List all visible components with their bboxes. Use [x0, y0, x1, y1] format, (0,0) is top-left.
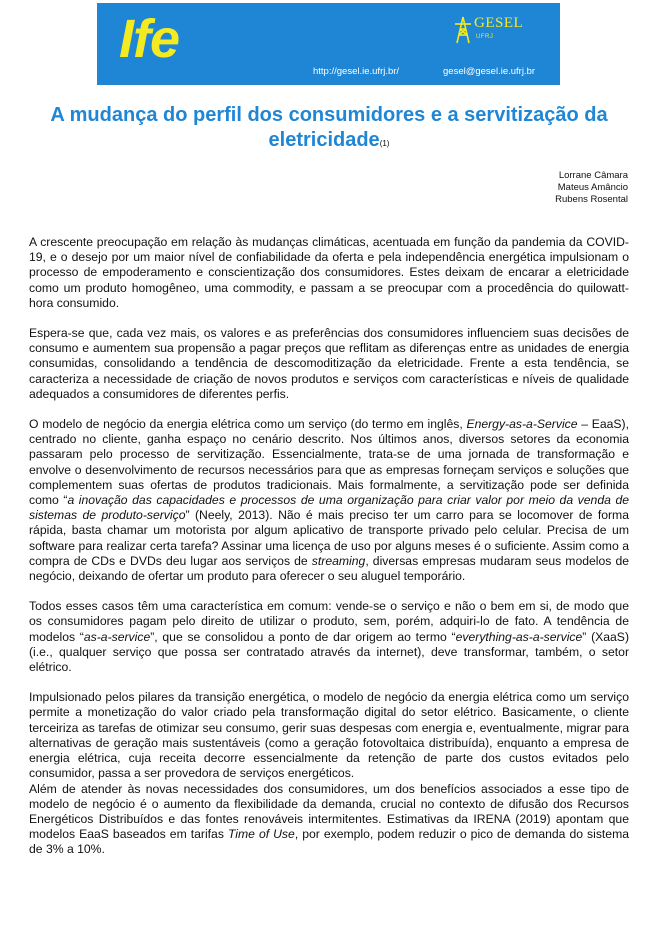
paragraph: A crescente preocupação em relação às mudanças climáticas, acentuada em função da pandemia da COVID-19, e o desejo por um maior nível de confiabilidade da oferta e pela independência energética impulsionam o processo de empoderamento e conscientização dos consumidores. Estes deixam de encarar a eletricidade como um produto homogêneo, uma commodity, e passam a se preocupar com a procedência do quilowatt-hora consumido.: [29, 235, 629, 310]
paragraph: O modelo de negócio da energia elétrica como um serviço (do termo em inglês, Energy-as-a-Service – EaaS), centrado no cliente, ganha espaço no cenário descrito. Nos últimos anos, diversos setores da economia passaram pelo processo de servitização. Essencialmente, trata-se de uma jornada de transformação e envolve o desenvolvimento de recursos necessários para que as empresas forneçam serviços e soluções que complementem suas ofertas de produtos tradicionais. Mais formalmente, a servitização pode ser definida como “a inovação das capacidades e processos de uma organização para criar valor por meio da venda de sistemas de produto-serviço” (Neely, 2013). Não é mais preciso ter um carro para se locomover de forma rápida, basta chamar um motorista por algum aplicativo de transporte privado pelo celular. Precisa de um software para realizar certa tarefa? Assinar uma licença de uso por alguns meses é o suficiente. Assim como a compra de CDs e DVDs deu lugar aos serviços de streaming, diversas empresas mudaram seus modelos de negócio, deixando de ofertar um produto para oferecer o seu aluguel temporário.: [29, 417, 630, 584]
author-list: [555, 170, 628, 206]
gesel-name: GESEL: [474, 15, 524, 31]
paragraph: Impulsionado pelos pilares da transição energética, o modelo de negócio da energia elétrica como um serviço permite a monetização do valor criado pela transformação digital do setor elétrico. Basicamente, o cliente terceiriza as tarefas de otimizar seu consumo, gerir suas despesas com energia e, eventualmente, migrar para alternativas de geração mais sustentáveis (como a geração fotovoltaica distribuída), enquanto a empresa de energia elétrica, cuja receita decorre essencialmente da retenção de parte dos custos evitados pelo consumidor, passa a ser provedora de serviços energéticos.: [29, 690, 629, 781]
author: Rubens Rosental: [555, 194, 628, 205]
header-banner: [97, 3, 560, 85]
paragraph: Todos esses casos têm uma característica em comum: vende-se o serviço e não o bem em si, de modo que os consumidores pagam pelo direito de utilizar o produto, sem, porém, adquiri-lo de fato. A tendência de modelos “as-a-service”, que se consolidou a ponto de dar origem ao termo “everything-as-a-service” (XaaS) (i.e., qualquer serviço que possa ser contratado através da internet), deve transformar, também, o setor elétrico.: [29, 599, 629, 675]
paragraph: Além de atender às novas necessidades dos consumidores, um dos benefícios associados a esse tipo de modelo de negócio é o aumento da flexibilidade da demanda, crucial no contexto de difusão dos Recursos Energéticos Distribuídos e das fontes renováveis intermitentes. Estimativas da IRENA (2019) apontam que modelos EaaS baseados em tarifas Time of Use, por exemplo, podem reduzir o pico de demanda do sistema de 3% a 10%.: [29, 781, 630, 857]
title-footnote-ref[interactable]: (1): [379, 139, 390, 148]
gesel-sub: UFRJ: [476, 34, 494, 40]
gesel-tower-icon: [454, 15, 472, 45]
article-title: [20, 103, 638, 156]
ife-logo: Ife: [119, 9, 180, 69]
article-body: [29, 235, 629, 873]
gesel-logo: [454, 15, 554, 47]
email-link[interactable]: gesel@gesel.ie.ufrj.br: [443, 66, 536, 77]
author: Mateus Amâncio: [557, 182, 628, 193]
author: Lorrane Câmara: [558, 170, 628, 181]
title-text: A mudança do perfil dos consumidores e a servitização da eletricidade: [50, 104, 608, 151]
site-url-link[interactable]: http://gesel.ie.ufrj.br/: [313, 66, 400, 77]
paragraph: Espera-se que, cada vez mais, os valores e as preferências dos consumidores influenciem suas decisões de consumo e aumentem sua propensão a pagar preços que reflitam as diferenças entre as unidades de energia consumidas, consolidando a tendência de descomoditização da eletricidade. Frente a esta tendência, se caracteriza a necessidade de criação de novos produtos e serviços com características e níveis de qualidade adequados a consumidores de diferentes perfis.: [29, 326, 629, 401]
